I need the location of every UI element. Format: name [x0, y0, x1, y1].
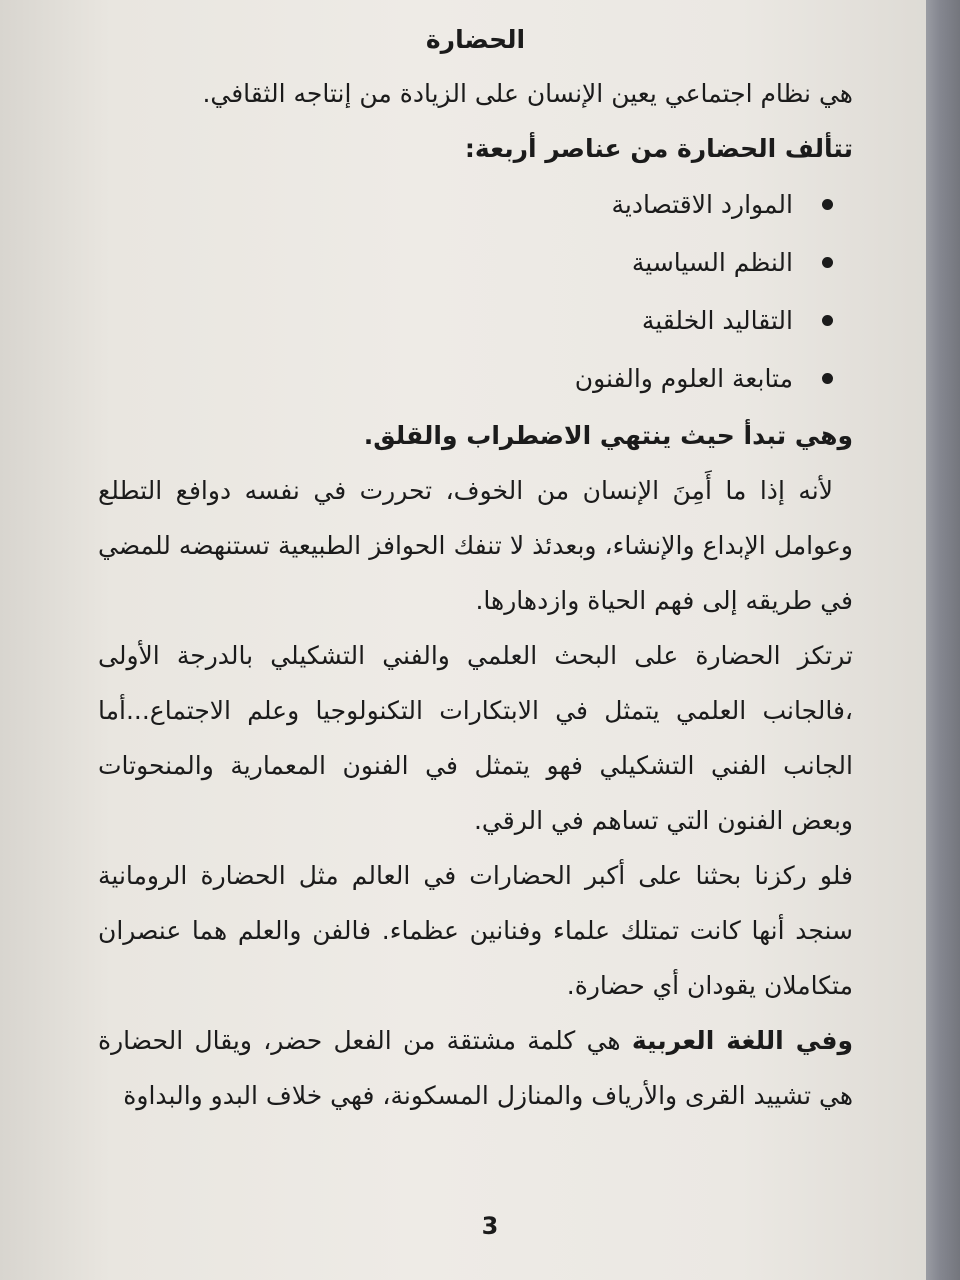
list-item — [98, 234, 833, 292]
list-item — [98, 176, 833, 234]
list-item — [98, 350, 833, 408]
elements-heading: تتألف الحضارة من عناصر أربعة: — [464, 134, 853, 163]
paragraph-research: ترتكز الحضارة على البحث العلمي والفني التشكيلي بالدرجة الأولى ،فالجانب العلمي يتمثل في الابتكارات التكنولوجيا وعلم الاجتماع...أما الجانب الفني التشكيلي فهو يتمثل في الفنون المعمارية والمنحوتات وبعض الفنون التي تساهم في الرقي. — [98, 641, 853, 835]
bullet-icon — [822, 257, 833, 268]
bullet-icon — [822, 373, 833, 384]
list-item-text: التقاليد الخلقية — [641, 306, 793, 335]
bullet-icon — [822, 315, 833, 326]
arabic-language-term: وفي اللغة العربية — [631, 1026, 853, 1055]
elements-list — [98, 176, 853, 408]
bullet-icon — [822, 199, 833, 210]
list-item-text: النظم السياسية — [631, 248, 793, 277]
arabic-language-definition: هي كلمة مشتقة من الفعل حضر، ويقال الحضارة هي تشييد القرى والأرياف والمنازل المسكونة، فهي خلاف البدو والبداوة — [98, 1026, 853, 1110]
page-edge — [926, 0, 960, 1280]
list-item-text: متابعة العلوم والفنون — [574, 364, 793, 393]
begin-heading: وهي تبدأ حيث ينتهي الاضطراب والقلق. — [363, 421, 853, 450]
list-item — [98, 292, 833, 350]
paragraph-fear: لأنه إذا ما أَمِنَ الإنسان من الخوف، تحررت في نفسه دوافع التطلع وعوامل الإبداع والإنشاء، وبعدئذ لا تنفك الحوافز الطبيعية تستنهضه للمضي في طريقه إلى فهم الحياة وازدهارها. — [98, 476, 853, 615]
page-content — [98, 14, 853, 1123]
list-item-text: الموارد الاقتصادية — [611, 190, 793, 219]
page-number: 3 — [481, 1212, 499, 1240]
page-title: الحضارة — [425, 25, 526, 54]
paragraph-roman: فلو ركزنا بحثنا على أكبر الحضارات في العالم مثل الحضارة الرومانية سنجد أنها كانت تمتلك علماء وفنانين عظماء. فالفن والعلم هما عنصران متكاملان يقودان أي حضارة. — [98, 861, 853, 1000]
paragraph-arabic-language — [98, 1013, 853, 1123]
intro-paragraph: هي نظام اجتماعي يعين الإنسان على الزيادة من إنتاجه الثقافي. — [202, 79, 853, 108]
